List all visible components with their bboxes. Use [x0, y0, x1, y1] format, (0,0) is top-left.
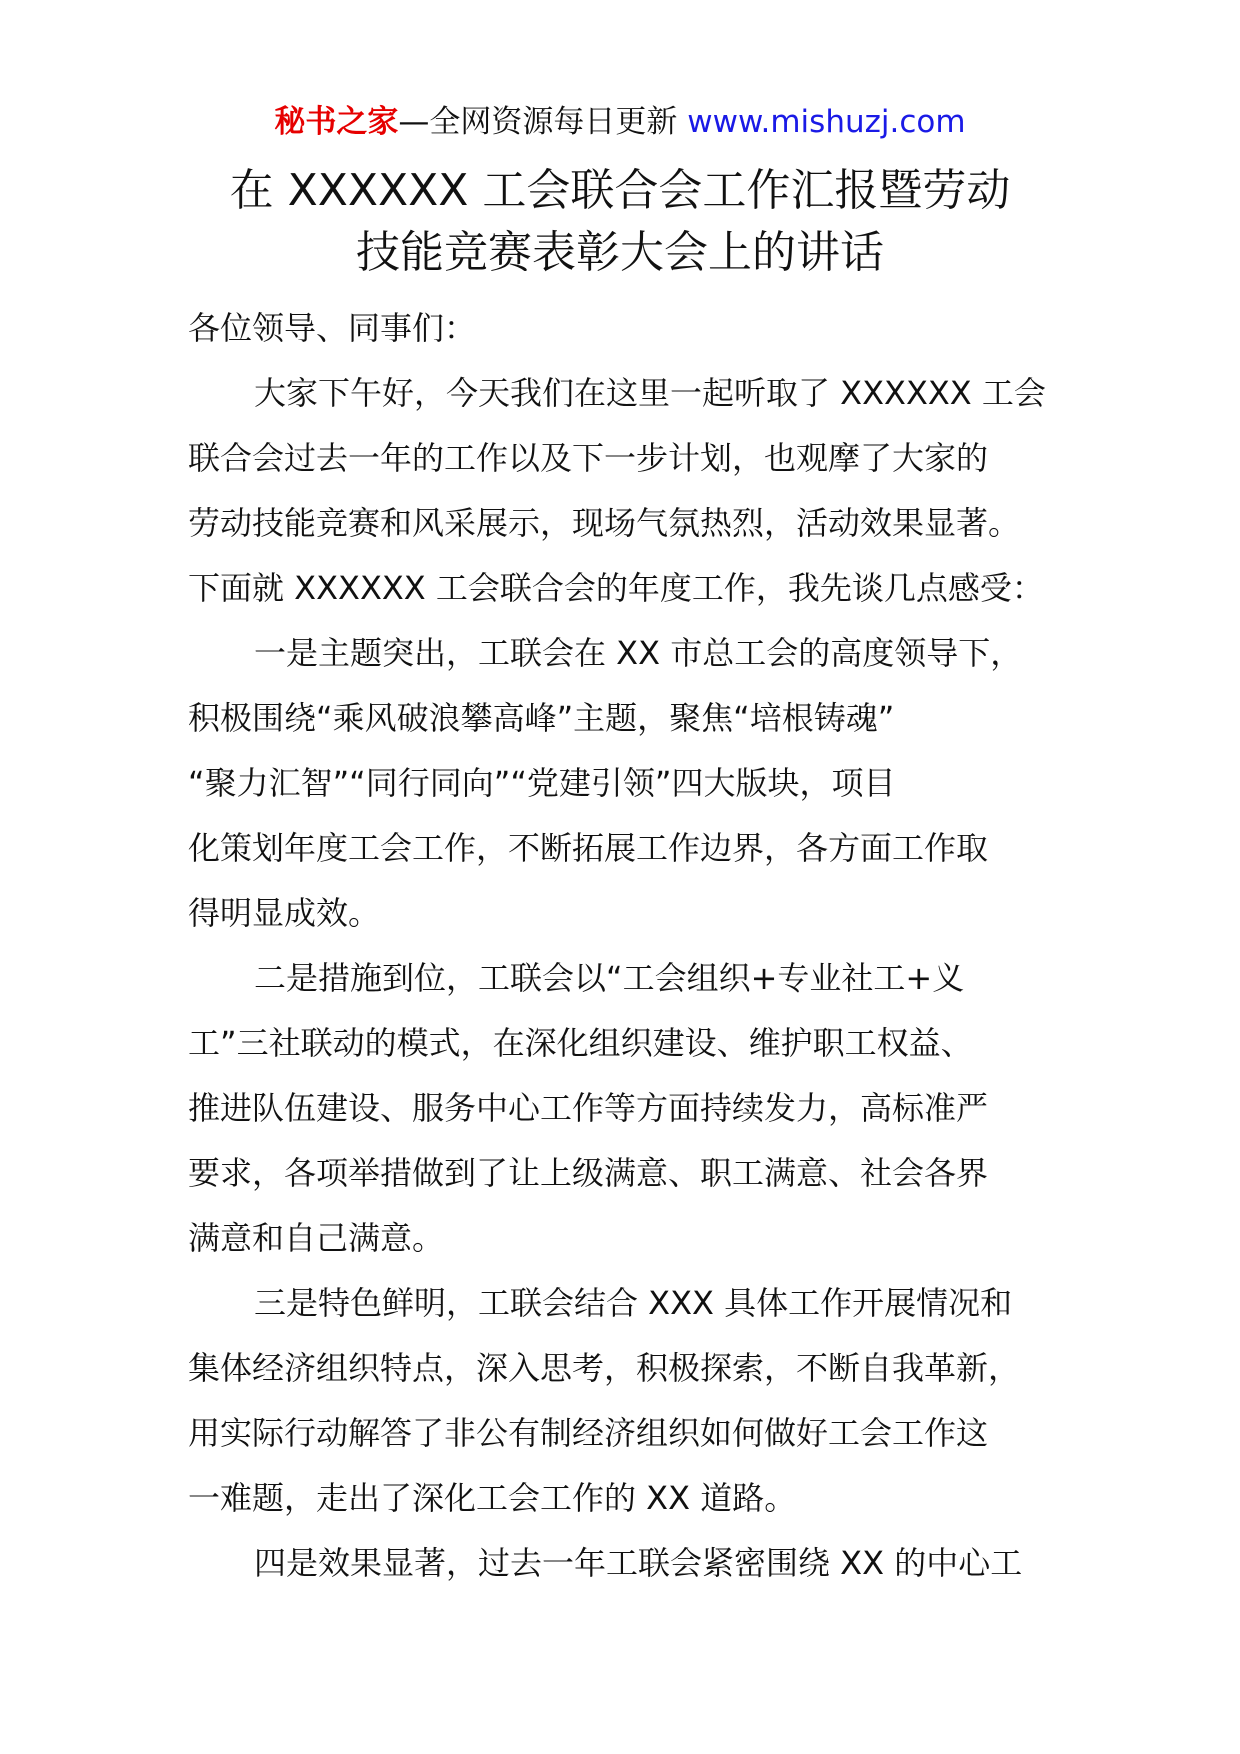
body-line: 集体经济组织特点，深入思考，积极探索，不断自我革新， [188, 1349, 1021, 1387]
body-line: 二是措施到位，工联会以“工会组织+专业社工+义 [254, 959, 965, 997]
document-body [188, 296, 1068, 1596]
body-line: 下面就 XXXXXX 工会联合会的年度工作，我先谈几点感受： [188, 569, 1044, 607]
body-line: 用实际行动解答了非公有制经济组织如何做好工会工作这 [188, 1414, 989, 1452]
body-line: 积极围绕“乘风破浪攀高峰”主题，聚焦“培根铸魂” [188, 699, 895, 737]
header-tagline: —全网资源每日更新 [398, 104, 678, 140]
title-line-2: 技能竞赛表彰大会上的讲话 [356, 227, 884, 278]
body-line: 一难题，走出了深化工会工作的 XX 道路。 [188, 1479, 797, 1517]
body-line: 劳动技能竞赛和风采展示，现场气氛热烈，活动效果显著。 [188, 504, 1021, 542]
body-line: 推进队伍建设、服务中心工作等方面持续发力，高标准严 [188, 1089, 989, 1127]
body-line: 满意和自己满意。 [188, 1219, 445, 1257]
body-line: 工”三社联动的模式，在深化组织建设、维护职工权益、 [188, 1024, 973, 1062]
body-line: “聚力汇智”“同行同向”“党建引领”四大版块，项目 [188, 764, 896, 802]
body-line: 大家下午好，今天我们在这里一起听取了 XXXXXX 工会 [254, 374, 1046, 412]
body-line: 要求，各项举措做到了让上级满意、职工满意、社会各界 [188, 1154, 989, 1192]
site-url-link[interactable]: www.mishuzj.com [687, 104, 966, 140]
document-title [0, 160, 1240, 284]
body-line: 一是主题突出，工联会在 XX 市总工会的高度领导下， [254, 634, 1023, 672]
salutation: 各位领导、同事们： [188, 309, 477, 347]
body-line: 联合会过去一年的工作以及下一步计划，也观摩了大家的 [188, 439, 989, 477]
body-line: 四是效果显著，过去一年工联会紧密围绕 XX 的中心工 [254, 1544, 1023, 1582]
title-line-1: 在 XXXXXX 工会联合会工作汇报暨劳动 [229, 165, 1011, 216]
body-line: 得明显成效。 [188, 894, 381, 932]
body-line: 化策划年度工会工作，不断拓展工作边界，各方面工作取 [188, 829, 989, 867]
brand-name: 秘书之家 [274, 104, 399, 140]
body-line: 三是特色鲜明，工联会结合 XXX 具体工作开展情况和 [254, 1284, 1013, 1322]
site-header [0, 100, 1240, 144]
